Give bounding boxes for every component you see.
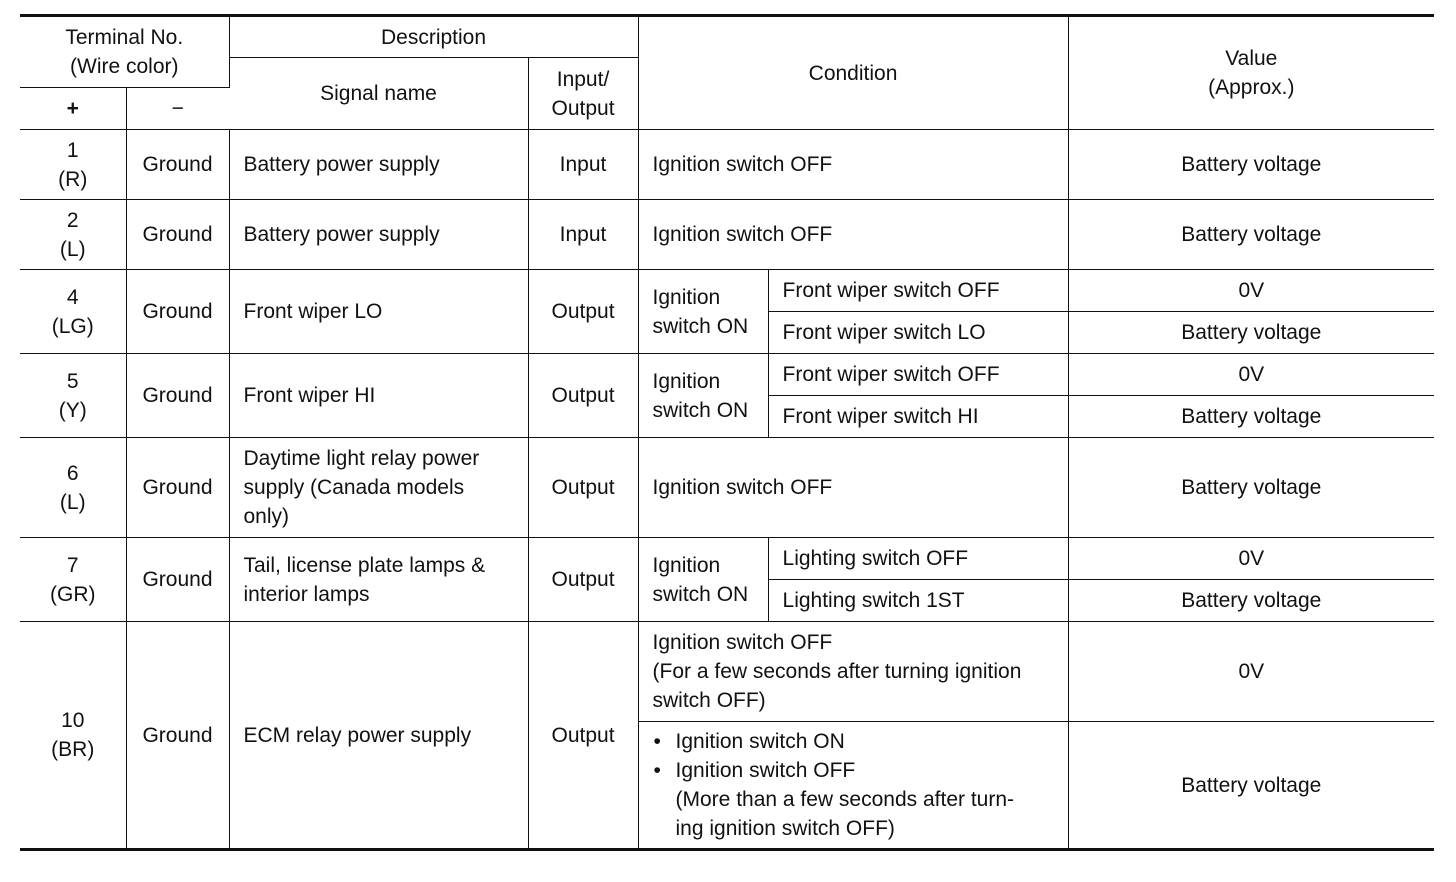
value-cell: 0V [1068, 354, 1434, 396]
terminal-cell [20, 538, 126, 622]
bullet-icon: • [653, 730, 661, 753]
terminal-cell [20, 200, 126, 270]
condition-main-cell [638, 270, 768, 354]
value-cell: Battery voltage [1068, 396, 1434, 438]
terminal-number: 1 [66, 138, 79, 162]
condition-main-line2: switch ON [652, 398, 749, 422]
signal-name-line3: only) [243, 505, 290, 528]
value-cell: 0V [1068, 622, 1434, 722]
minus-cell: Ground [126, 538, 229, 622]
header-wire-color: (Wire color) [70, 55, 179, 78]
signal-name-line1: Daytime light relay power [243, 447, 480, 470]
terminal-cell [20, 622, 126, 850]
value-cell: Battery voltage [1068, 580, 1434, 622]
io-cell: Input [528, 200, 638, 270]
io-cell: Output [528, 270, 638, 354]
condition-main-line1: Ignition [652, 285, 721, 309]
value-cell: Battery voltage [1068, 200, 1434, 270]
terminal-number: 5 [66, 369, 79, 393]
condition-sub-cell: Front wiper switch OFF [768, 270, 1068, 312]
io-cell: Output [528, 622, 638, 850]
io-cell: Output [528, 354, 638, 438]
condition-main-line2: switch ON [652, 314, 749, 338]
table-row-terminal-7 [20, 538, 1434, 580]
condition-bullet-list [653, 727, 1054, 785]
signal-name-cell: ECM relay power supply [229, 622, 528, 850]
condition-a-line1: Ignition switch OFF [652, 631, 833, 654]
terminal-number: 4 [66, 285, 79, 309]
signal-name-cell: Front wiper LO [229, 270, 528, 354]
minus-cell: Ground [126, 270, 229, 354]
io-cell: Input [528, 130, 638, 200]
header-signal-name: Signal name [229, 58, 528, 130]
wire-color: (Y) [58, 398, 87, 422]
value-cell: Battery voltage [1068, 722, 1434, 850]
value-cell: Battery voltage [1068, 130, 1434, 200]
header-terminal-label: Terminal No. [65, 26, 184, 49]
terminal-cell [20, 438, 126, 538]
minus-cell: Ground [126, 622, 229, 850]
wire-color: (LG) [51, 314, 94, 338]
condition-b-item1: Ignition switch ON [675, 730, 845, 753]
header-row-1 [20, 16, 1434, 58]
condition-main-cell [638, 354, 768, 438]
minus-cell: Ground [126, 130, 229, 200]
terminal-number: 6 [66, 461, 79, 485]
signal-name-line2: interior lamps [243, 582, 370, 606]
list-item [653, 727, 1054, 756]
signal-name-cell [229, 538, 528, 622]
table-row-terminal-2 [20, 200, 1434, 270]
condition-sub-cell: Lighting switch OFF [768, 538, 1068, 580]
header-description: Description [229, 16, 638, 58]
wire-color: (BR) [51, 738, 95, 761]
wire-color: (L) [59, 490, 86, 514]
signal-name-cell [229, 438, 528, 538]
header-value-label: Value [1225, 47, 1278, 70]
condition-main-line1: Ignition [652, 369, 721, 393]
header-input-output [528, 58, 638, 130]
minus-cell: Ground [126, 438, 229, 538]
condition-main-line2: switch ON [652, 582, 749, 606]
header-terminal-no [20, 16, 229, 88]
io-cell: Output [528, 438, 638, 538]
list-item [653, 756, 1054, 785]
value-cell: 0V [1068, 538, 1434, 580]
terminal-cell [20, 270, 126, 354]
condition-a-line2: (For a few seconds after turning ignition [652, 660, 1022, 683]
table-row-terminal-6 [20, 438, 1434, 538]
header-value-approx: (Approx.) [1208, 76, 1295, 99]
wire-color: (R) [58, 167, 88, 191]
value-cell: Battery voltage [1068, 312, 1434, 354]
signal-name-cell: Front wiper HI [229, 354, 528, 438]
condition-cell: Ignition switch OFF [638, 438, 1068, 538]
table-row-terminal-5 [20, 354, 1434, 396]
condition-b-line3: (More than a few seconds after turn- [675, 788, 1015, 811]
condition-cell-a [638, 622, 1068, 722]
condition-sub-cell: Front wiper switch HI [768, 396, 1068, 438]
header-io-line1: Input/ [556, 67, 610, 91]
wire-color: (L) [59, 237, 86, 261]
condition-main-cell [638, 538, 768, 622]
signal-name-cell: Battery power supply [229, 200, 528, 270]
minus-cell: Ground [126, 200, 229, 270]
header-minus: − [126, 88, 229, 130]
condition-sub-cell: Lighting switch 1ST [768, 580, 1068, 622]
terminal-number: 2 [66, 208, 79, 232]
signal-name-line1: Tail, license plate lamps & [243, 553, 486, 577]
table-row-terminal-10 [20, 622, 1434, 722]
condition-sub-cell: Front wiper switch LO [768, 312, 1068, 354]
header-plus: + [20, 88, 126, 130]
minus-cell: Ground [126, 354, 229, 438]
terminal-cell [20, 130, 126, 200]
header-io-line2: Output [551, 96, 615, 120]
terminal-number: 10 [61, 709, 85, 732]
header-value [1068, 16, 1434, 130]
header-condition: Condition [638, 16, 1068, 130]
condition-main-line1: Ignition [652, 553, 721, 577]
condition-cell: Ignition switch OFF [638, 130, 1068, 200]
value-cell: 0V [1068, 270, 1434, 312]
value-cell: Battery voltage [1068, 438, 1434, 538]
condition-sub-cell: Front wiper switch OFF [768, 354, 1068, 396]
condition-a-line3: switch OFF) [652, 689, 766, 712]
io-cell: Output [528, 538, 638, 622]
bullet-icon: • [653, 759, 661, 782]
terminal-number: 7 [66, 553, 79, 577]
wire-color: (GR) [50, 582, 96, 606]
condition-b-line4: ing ignition switch OFF) [675, 817, 895, 840]
terminal-table [20, 14, 1434, 851]
terminal-cell [20, 354, 126, 438]
condition-cell: Ignition switch OFF [638, 200, 1068, 270]
signal-name-cell: Battery power supply [229, 130, 528, 200]
condition-cell-b [638, 722, 1068, 850]
table-row-terminal-1 [20, 130, 1434, 200]
terminal-table-container [20, 14, 1434, 851]
condition-b-item2: Ignition switch OFF [675, 759, 856, 782]
signal-name-line2: supply (Canada models [243, 476, 465, 499]
table-row-terminal-4 [20, 270, 1434, 312]
